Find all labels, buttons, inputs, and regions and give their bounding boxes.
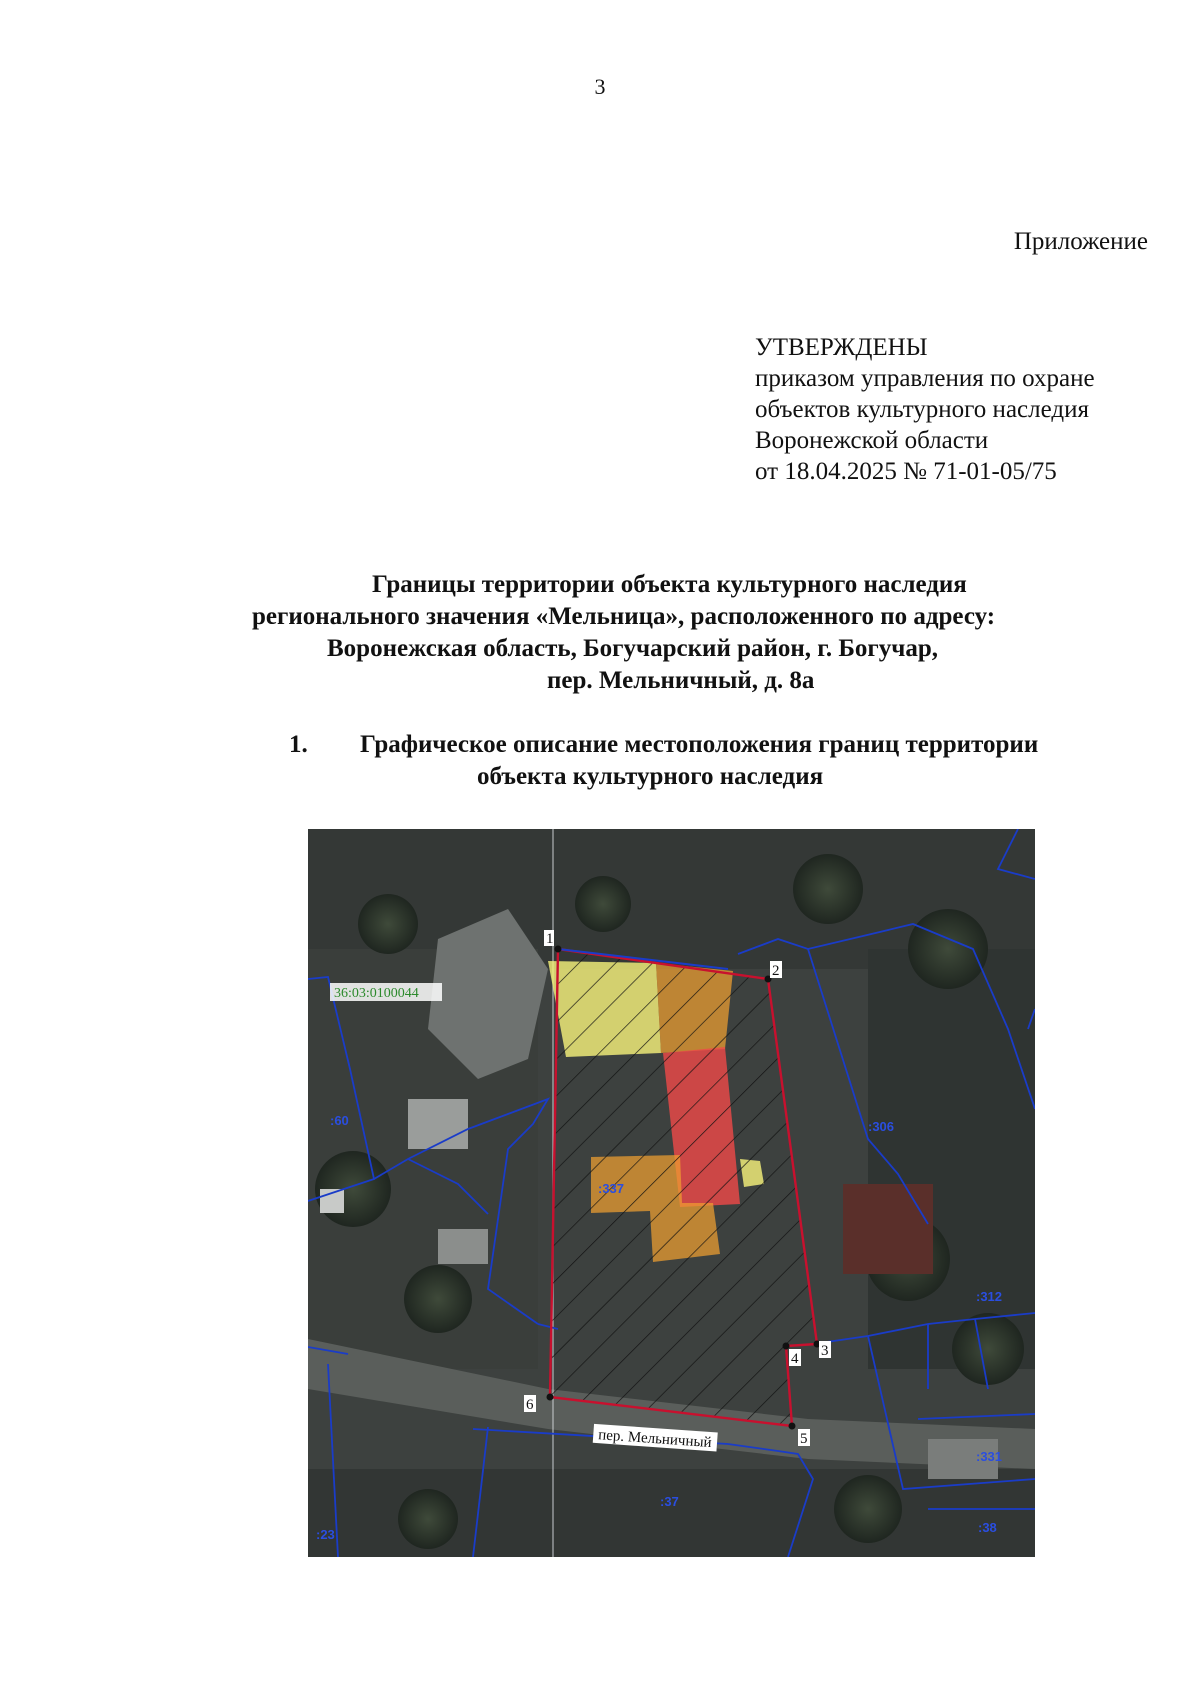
title-line: пер. Мельничный, д. 8а — [547, 667, 815, 694]
section-number: 1. — [289, 731, 308, 758]
title-line: регионального значения «Мельница», расположенного по адресу: — [252, 603, 996, 630]
point-label: 3 — [821, 1343, 829, 1359]
parcel-label: :37 — [660, 1494, 679, 1509]
street-label: пер. Мельничный — [597, 1427, 713, 1452]
approval-heading: УТВЕРЖДЕНЫ — [755, 334, 928, 361]
approval-line: от 18.04.2025 № 71-01-05/75 — [755, 458, 1057, 485]
approval-line: приказом управления по охране — [755, 365, 1095, 392]
parcel-label: :60 — [330, 1113, 349, 1128]
appendix-label: Приложение — [1013, 228, 1148, 255]
approval-block — [755, 332, 1095, 487]
point-label: 2 — [772, 963, 780, 979]
point-label: 5 — [800, 1431, 808, 1447]
parcel-label: :23 — [316, 1527, 335, 1542]
section-heading-line: объекта культурного наследия — [477, 763, 824, 790]
parcel-label: :331 — [976, 1449, 1003, 1464]
title-line: Воронежская область, Богучарский район, г. Богучар, — [327, 635, 938, 662]
parcel-label: :38 — [978, 1520, 997, 1535]
parcel-label: :337 — [598, 1181, 625, 1196]
page-number: 3 — [594, 74, 606, 99]
approval-line: Воронежской области — [755, 427, 989, 454]
parcel-label: :312 — [976, 1289, 1003, 1304]
section-heading-line: Графическое описание местоположения границ территории — [360, 731, 1039, 758]
parcel-label: :306 — [868, 1119, 895, 1134]
cadastral-quarter-label: 36:03:0100044 — [334, 986, 419, 1001]
cadastral-map — [308, 829, 1035, 1557]
approval-line: объектов культурного наследия — [755, 396, 1089, 423]
point-label: 6 — [526, 1397, 534, 1413]
point-label: 1 — [546, 931, 554, 947]
point-label: 4 — [791, 1351, 799, 1367]
title-line: Границы территории объекта культурного наследия — [372, 571, 967, 598]
